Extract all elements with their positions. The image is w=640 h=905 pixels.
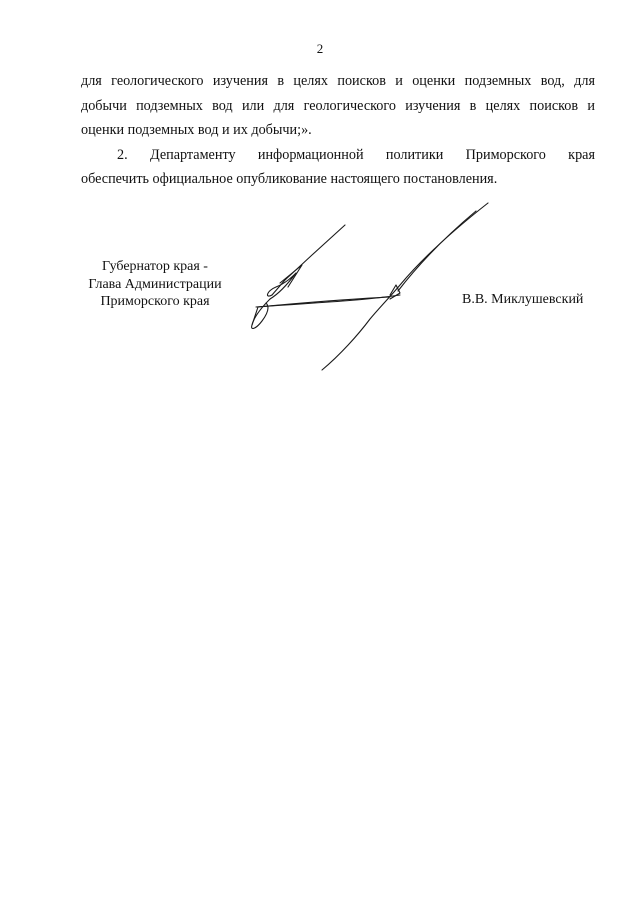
signatory-title-line: Глава Администрации	[88, 276, 222, 292]
page-number: 2	[316, 41, 324, 56]
body-line: для геологического изучения в целях поисков и оценки подземных вод, для	[81, 73, 595, 89]
signatory-name: В.В. Миклушевский	[462, 292, 584, 307]
document-body	[81, 69, 595, 192]
body-line: 2. Департаменту информационной политики Приморского края	[117, 146, 595, 163]
body-line: оценки подземных вод и их добычи;».	[81, 122, 312, 138]
handwritten-signature	[240, 195, 500, 380]
signatory-title-line: Губернатор края -	[102, 259, 208, 274]
body-line: обеспечить официальное опубликование настоящего постановления.	[81, 171, 498, 187]
signatory-title-line: Приморского края	[100, 294, 210, 309]
signatory-title	[80, 258, 230, 311]
body-line: добычи подземных вод или для геологического изучения в целях поисков и	[81, 97, 595, 114]
